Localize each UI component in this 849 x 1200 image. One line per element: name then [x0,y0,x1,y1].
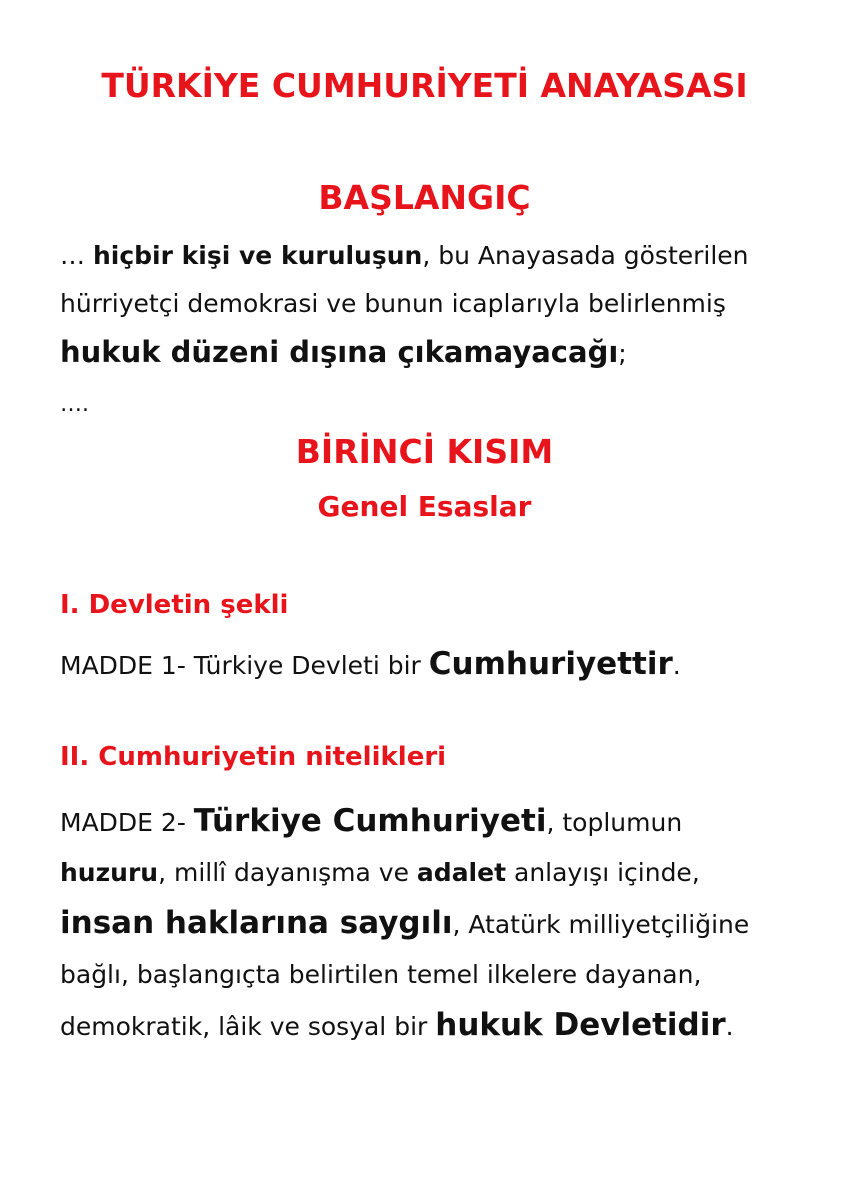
preamble-text-3: ; [618,339,627,368]
article1-suffix: . [672,651,681,680]
preamble-emphasis: hukuk düzeni dışına çıkamayacağı [60,335,619,369]
preamble-lead: … [60,241,93,270]
article2-text-2: , millî dayanışma ve [158,858,417,887]
article2-section-heading: II. Cumhuriyetin nitelikleri [60,742,447,772]
article2-text-4: , Atatürk milliyetçiliğine [452,910,750,939]
preamble-line-3 [60,328,820,378]
article2-text-1: , toplumun [546,808,683,837]
article2-line-3 [60,898,820,950]
article2-text-6: demokratik, lâik ve sosyal bir [60,1012,436,1041]
preamble-text-1: , bu Anayasada gösterilen [422,241,749,270]
preamble-ellipsis: …. [60,392,89,417]
article1-section-heading: I. Devletin şekli [60,590,289,620]
article2-line-5 [60,1000,820,1052]
article1-text [60,640,681,690]
article2-line-1 [60,796,820,848]
preamble-heading: BAŞLANGIÇ [318,178,531,217]
article2-prefix: MADDE 2- [60,808,194,837]
article2-text-7: . [725,1012,734,1041]
article2-line-4: bağlı, başlangıçta belirtilen temel ilkelere dayanan, [60,960,702,989]
article2-text [60,796,820,1052]
article2-bold-2: adalet [416,858,507,887]
article1-prefix: MADDE 1- Türkiye Devleti bir [60,651,429,680]
preamble-line-1 [60,232,820,280]
part-heading: BİRİNCİ KISIM [295,432,554,471]
preamble-text [60,232,820,378]
preamble-line-2: hürriyetçi demokrasi ve bunun icaplarıyla belirlenmiş [60,289,726,318]
part-subheading: Genel Esaslar [317,490,532,523]
article1-emphasis: Cumhuriyettir [428,646,673,682]
article2-emphasis-2: insan haklarına saygılı [60,905,453,941]
article2-emphasis-3: hukuk Devletidir [435,1007,726,1043]
article2-bold-1: huzuru [60,858,159,887]
article2-text-3: anlayışı içinde, [506,858,700,887]
article2-emphasis-1: Türkiye Cumhuriyeti [193,803,547,839]
document-title: TÜRKİYE CUMHURİYETİ ANAYASASI [101,66,748,105]
preamble-bold-1: hiçbir kişi ve kuruluşun [92,241,423,270]
article2-line-2 [60,848,820,898]
